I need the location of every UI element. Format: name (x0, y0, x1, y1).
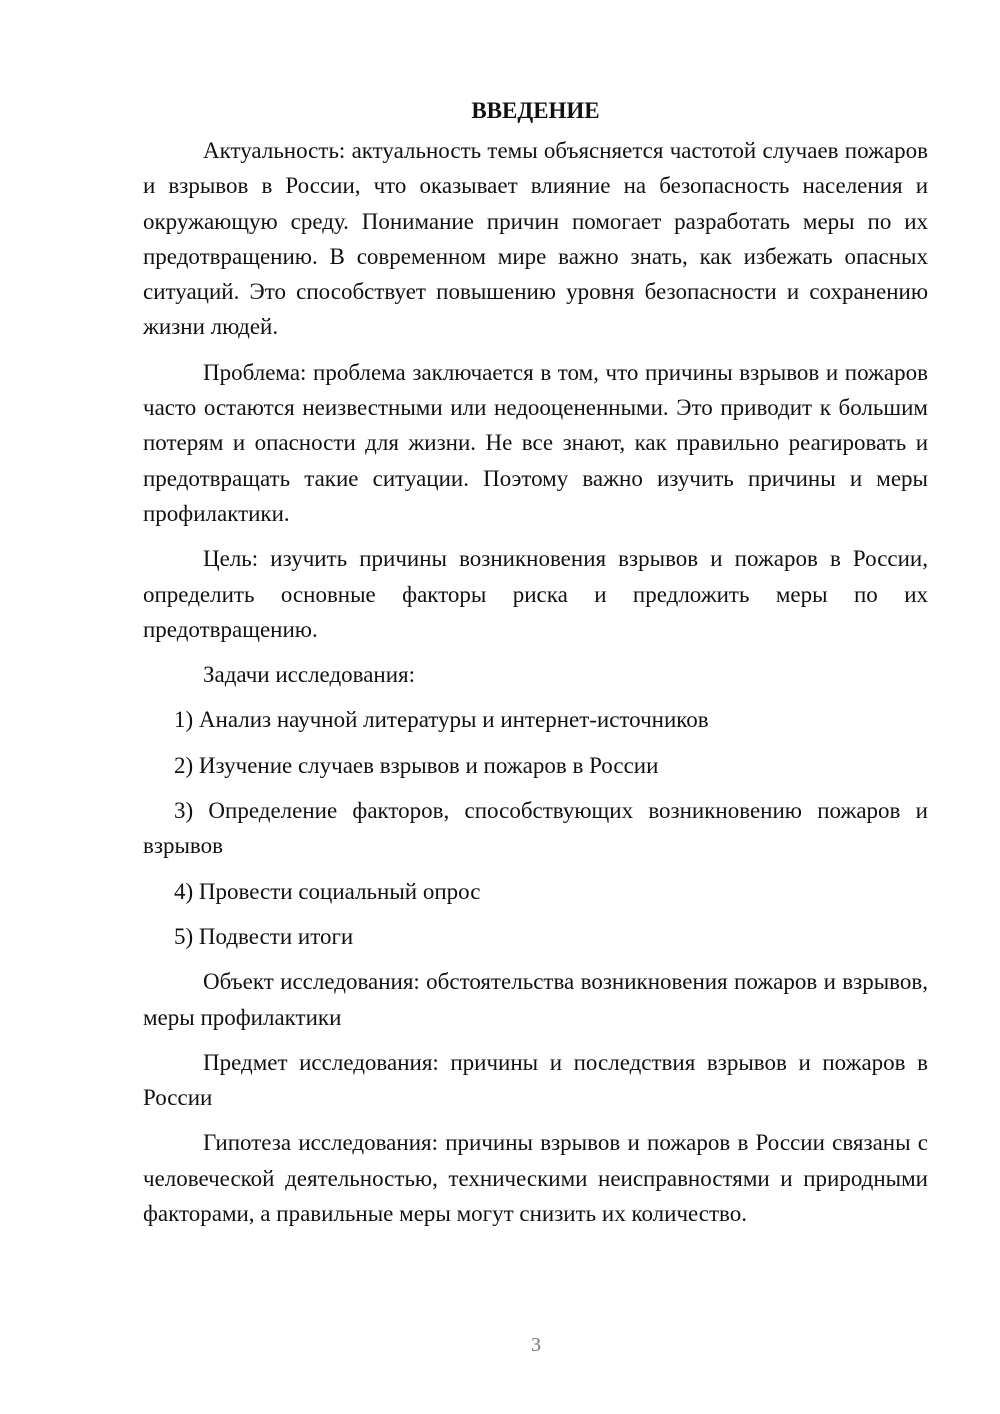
page-number: 3 (531, 1334, 541, 1356)
paragraph-object: Объект исследования: обстоятельства возникновения пожаров и взрывов, меры профилактики (143, 969, 928, 1030)
paragraph-goal: Цель: изучить причины возникновения взрывов и пожаров в России, определить основные факторы риска и предложить меры по их предотвращению. (143, 546, 928, 642)
paragraph-problem: Проблема: проблема заключается в том, что причины взрывов и пожаров часто остаются неизвестными или недооцененными. Это приводит к большим потерям и опасности для жизни. Не все знают, как правильно реагировать и предотвращать такие ситуации. Поэтому важно изучить причины и меры профилактики. (143, 359, 928, 526)
page-content (143, 93, 928, 1241)
paragraph-relevance: Актуальность: актуальность темы объясняется частотой случаев пожаров и взрывов в России, что оказывает влияние на безопасность населения и окружающую среду. Понимание причин помогает разработать меры по их предотвращению. В современном мире важно знать, как избежать опасных ситуаций. Это способствует повышению уровня безопасности и сохранению жизни людей. (143, 138, 928, 340)
task-item: 5) Подвести итоги (174, 923, 354, 949)
task-item: 1) Анализ научной литературы и интернет-источников (174, 707, 709, 733)
section-heading: ВВЕДЕНИЕ (471, 98, 600, 123)
task-item: 3) Определение факторов, способствующих возникновению пожаров и взрывов (143, 798, 928, 859)
paragraph-subject: Предмет исследования: причины и последствия взрывов и пожаров в России (143, 1049, 928, 1111)
paragraph-hypothesis: Гипотеза исследования: причины взрывов и пожаров в России связаны с человеческой деятельностью, техническими неисправностями и природными факторами, а правильные меры могут снизить их количество. (143, 1130, 928, 1227)
task-item: 4) Провести социальный опрос (174, 878, 481, 904)
task-item: 2) Изучение случаев взрывов и пожаров в России (174, 752, 659, 778)
tasks-title: Задачи исследования: (203, 662, 416, 688)
